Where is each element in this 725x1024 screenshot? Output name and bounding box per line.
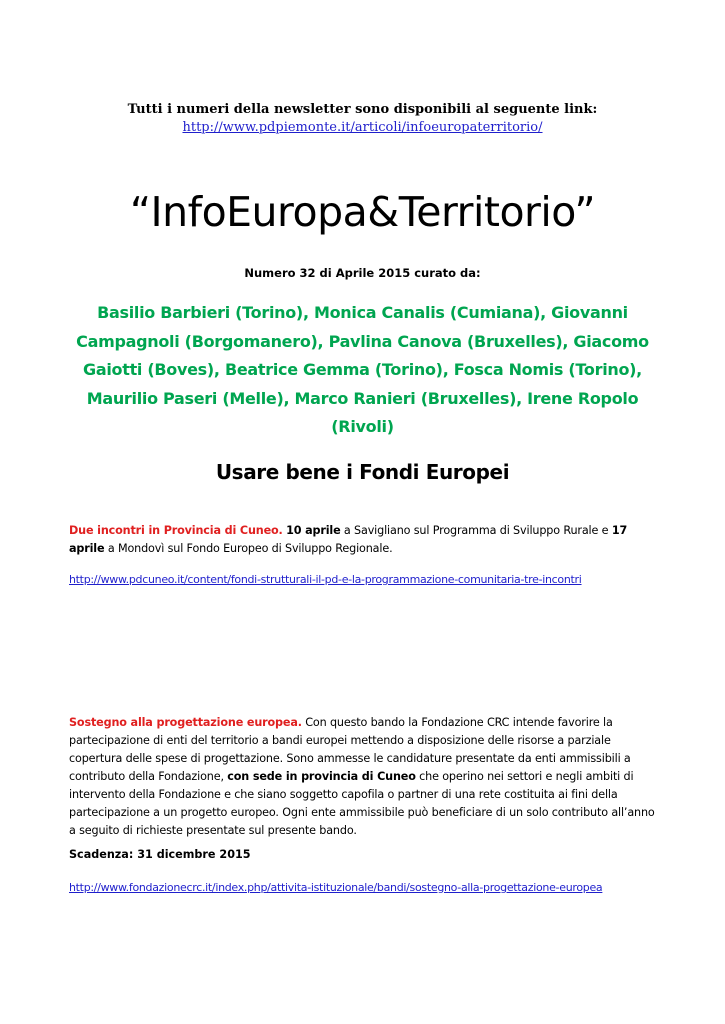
issue-info: Numero 32 di Aprile 2015 curato da: <box>244 266 481 280</box>
item1-lead: Due incontri in Provincia di Cuneo. <box>69 524 283 537</box>
newsletter-archive-note <box>0 101 725 137</box>
archive-note-text: Tutti i numeri della newsletter sono disponibili al seguente link: <box>127 102 598 117</box>
section-title: Usare bene i Fondi Europei <box>215 460 510 484</box>
item2-text1: Con questo bando la Fondazione CRC intende favorire la partecipazione di enti del territorio a bandi europei mettendo a disposizione delle risorse a parziale copertura delle spese di progettazione. Sono ammesse le candidature presentate da enti ammissibili a contributo della Fondazione, <box>69 716 631 783</box>
item2-link[interactable]: http://www.fondazionecrc.it/index.php/attivita-istituzionale/bandi/sostegno-alla-progettazione-europea <box>69 881 603 894</box>
item1-text2: a Mondovì sul Fondo Europeo di Sviluppo Regionale. <box>104 542 393 555</box>
item2-deadline: Scadenza: 31 dicembre 2015 <box>69 848 251 861</box>
authors-list: Basilio Barbieri (Torino), Monica Canalis (Cumiana), Giovanni Campagnoli (Borgomanero), Pavlina Canova (Bruxelles), Giacomo Gaiotti (Boves), Beatrice Gemma (Torino), Fosca Nomis (Torino), Maurilio Paseri (Melle), Marco Ranieri (Bruxelles), Irene Ropolo (Rivoli) <box>76 303 649 436</box>
item1-text1: a Savigliano sul Programma di Sviluppo Rurale e <box>340 524 612 537</box>
item2-lead: Sostegno alla progettazione europea. <box>69 716 302 729</box>
item-progettazione-europea <box>69 714 659 840</box>
item2-bold: con sede in provincia di Cuneo <box>227 770 416 783</box>
archive-link[interactable]: http://www.pdpiemonte.it/articoli/infoeuropaterritorio/ <box>182 120 543 135</box>
item2-text2: che operino nei settori e negli ambiti di intervento della Fondazione e che siano soggetto capofila o partner di una rete costituita ai fini della partecipazione a un progetto europeo. Ogni ente ammissibile può beneficiare di un solo contributo all’anno a seguito di richieste presentate sul presente bando. <box>69 770 655 837</box>
item1-date2: 17 aprile <box>69 524 628 555</box>
newsletter-title: “InfoEuropa&Territorio” <box>129 188 596 236</box>
item1-link[interactable]: http://www.pdcuneo.it/content/fondi-strutturali-il-pd-e-la-programmazione-comunitaria-tre-incontri <box>69 573 582 586</box>
item-cuneo-meetings <box>69 522 659 558</box>
item1-date1: 10 aprile <box>286 524 341 537</box>
